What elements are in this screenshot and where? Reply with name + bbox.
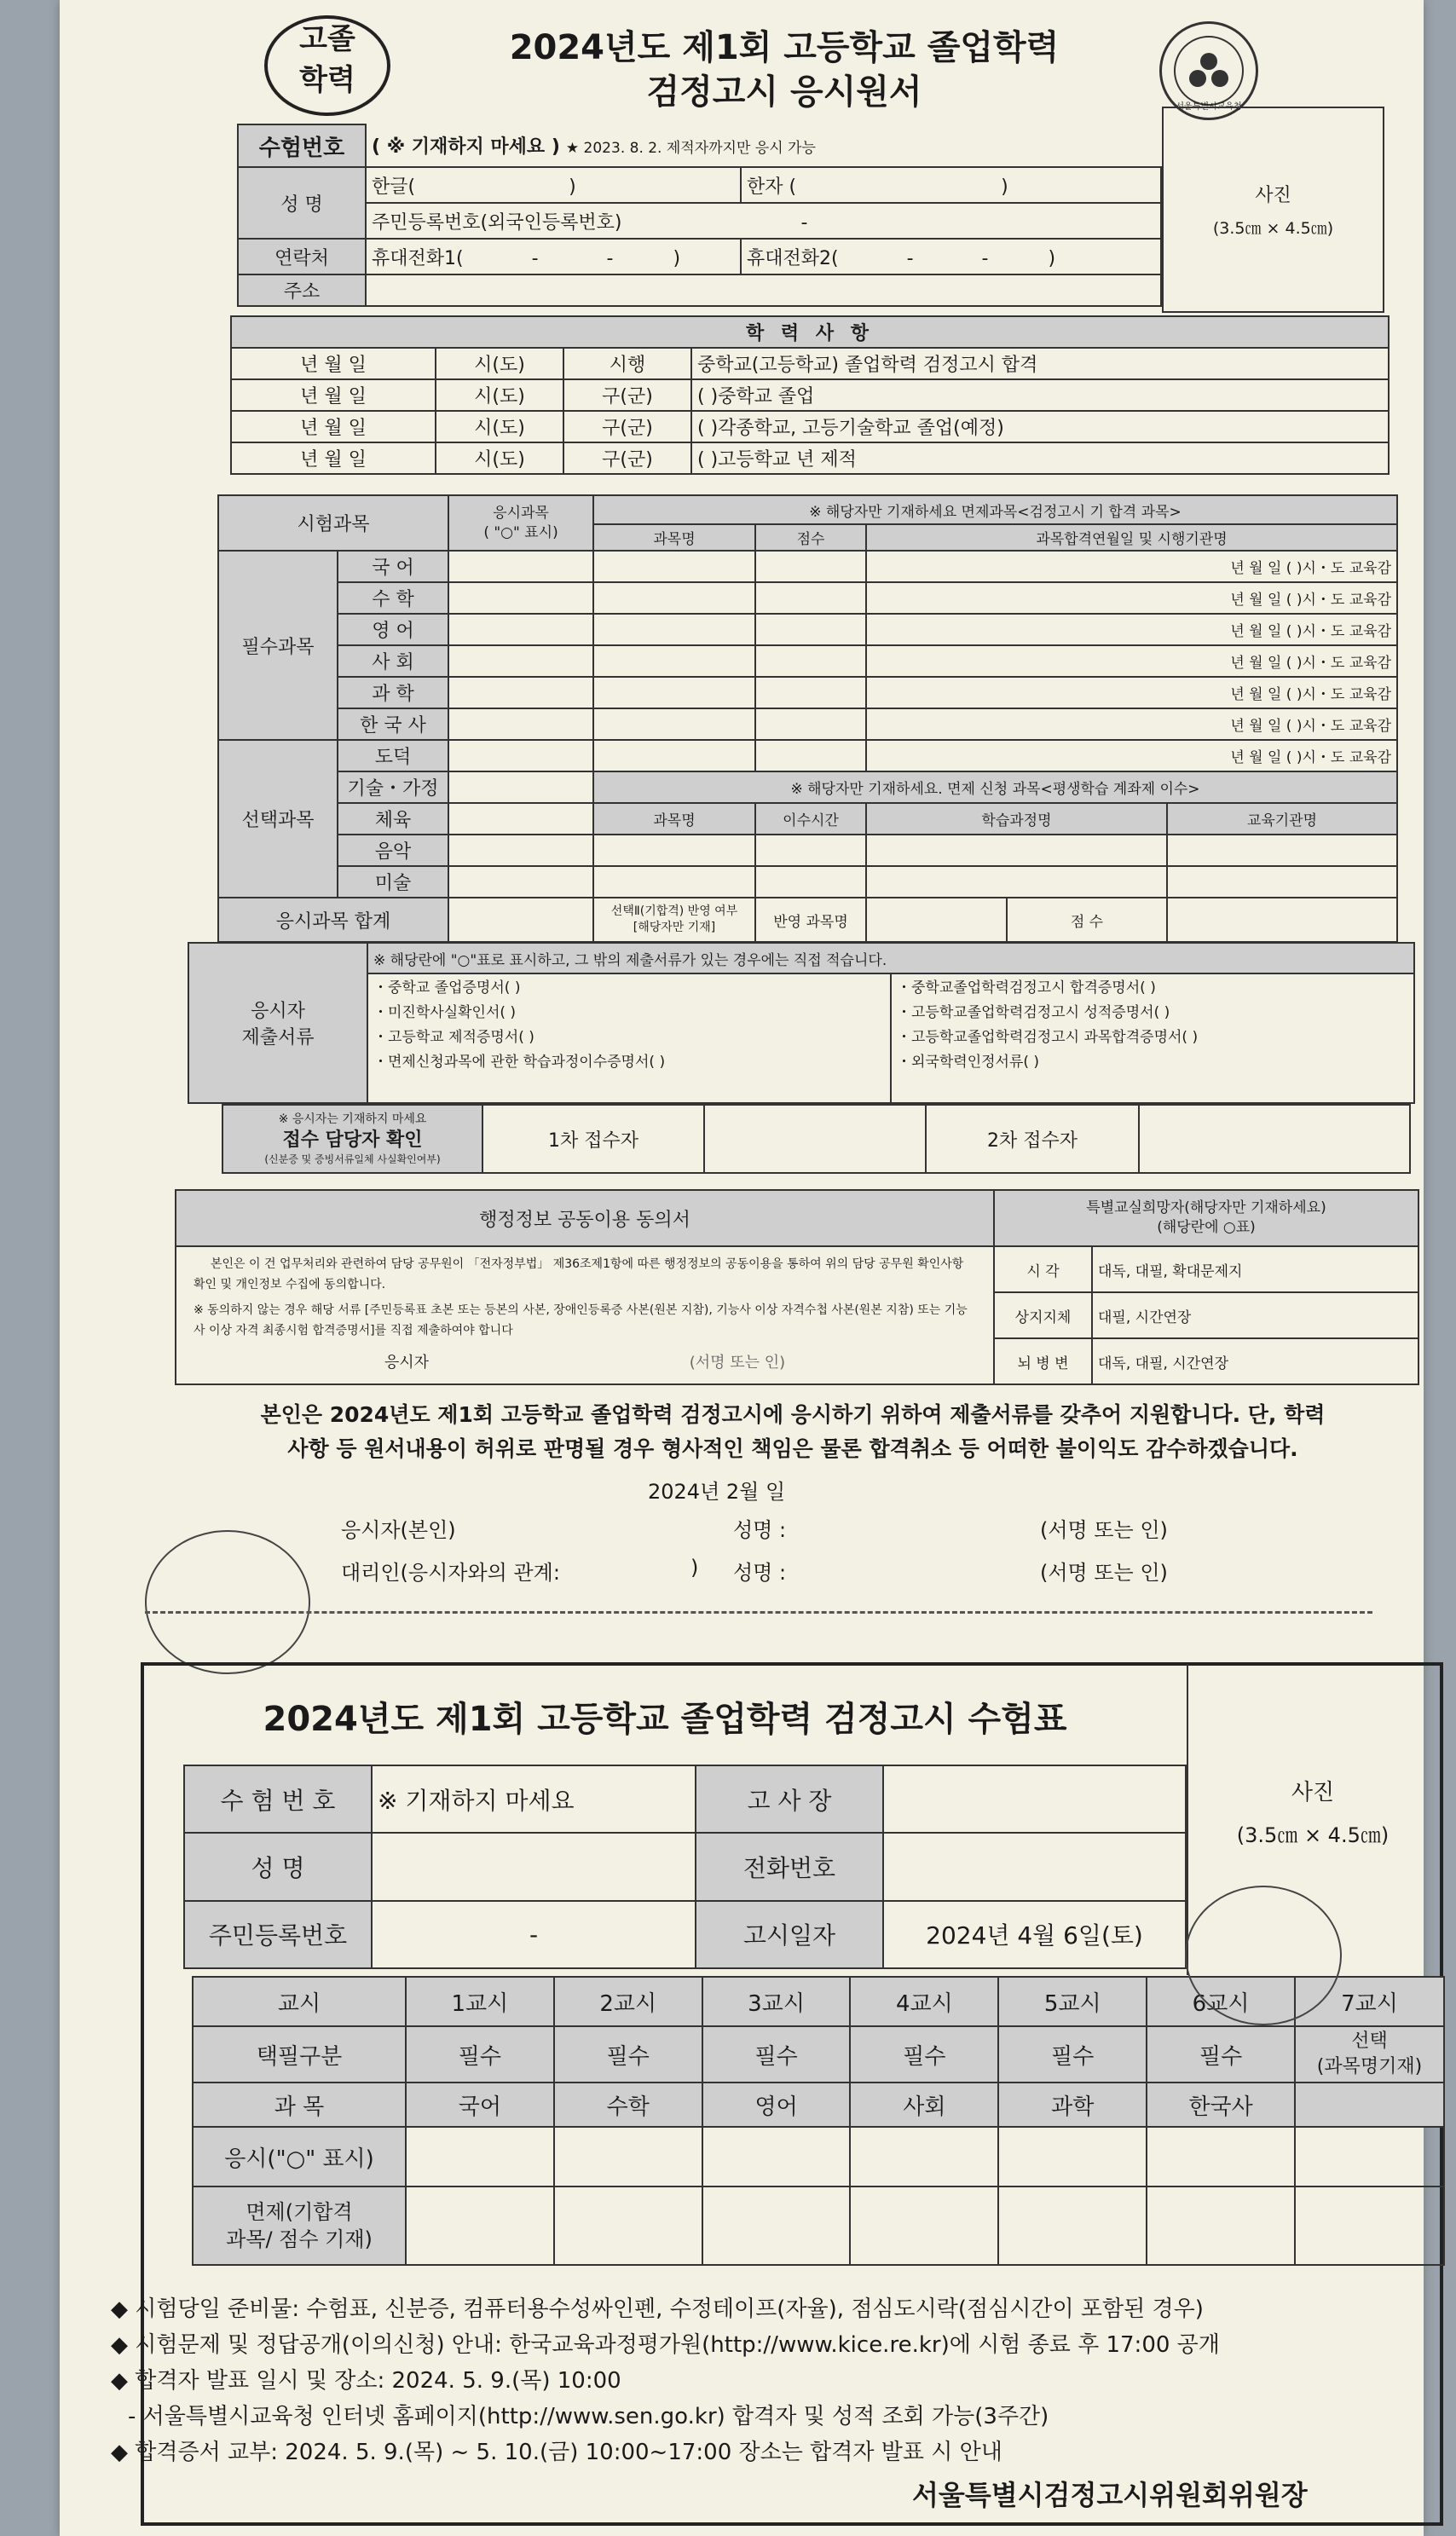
form-title: 2024년도 제1회 고등학교 졸업학력 검정고시 응시원서 xyxy=(509,28,1060,112)
address-field[interactable] xyxy=(366,274,1161,306)
ticket-exempt-cell[interactable] xyxy=(702,2187,851,2265)
exam-no-label: 수험번호 xyxy=(238,124,366,167)
photo-box: 사진 (3.5㎝ × 4.5㎝) xyxy=(1162,107,1384,313)
ticket-apply-cell[interactable] xyxy=(998,2127,1147,2187)
special-option-limb[interactable]: 대필, 시간연장 xyxy=(1092,1292,1418,1338)
consent-title: 행정정보 공동이용 동의서 xyxy=(176,1190,994,1246)
ticket-exempt-cell[interactable] xyxy=(850,2187,998,2265)
ticket-info-table: 수 험 번 호 ※ 기재하지 마세요 고 사 장 성 명 전화번호 주민등록번호 - 고시일자 2024년 4월 6일(토) xyxy=(183,1765,1187,1969)
application-sheet xyxy=(60,0,1424,2536)
apply-cell[interactable] xyxy=(448,771,593,803)
phone2-field[interactable]: 휴대전화2( - - ) xyxy=(741,239,1161,274)
education-header: 학 력 사 항 xyxy=(231,316,1389,348)
special-option-brain[interactable]: 대독, 대필, 시간연장 xyxy=(1092,1338,1418,1384)
gojol-badge: 고졸 학력 xyxy=(264,15,390,116)
ticket-date: 2024년 4월 6일(토) xyxy=(883,1901,1186,1968)
documents-header: ※ 해당란에 "○"표로 표시하고, 그 밖의 제출서류가 있는 경우에는 직접 적습니다. xyxy=(367,943,1414,973)
notice-supplies: ◆ 시험당일 준비물: 수험표, 신분증, 컴퓨터용수성싸인펜, 수정테이프(자율), 점심도시락(점심시간이 포함된 경우) xyxy=(111,2296,1204,2322)
elective-label: 선택과목 xyxy=(218,740,338,898)
ticket-site-cell[interactable] xyxy=(883,1765,1186,1833)
name-hanja-field[interactable]: 한자 ( ) xyxy=(741,167,1161,203)
issuer: 서울특별시검정고시위원회위원장 xyxy=(912,2479,1308,2511)
ticket-apply-cell[interactable] xyxy=(554,2127,702,2187)
notice-answers: ◆ 시험문제 및 정답공개(이의신청) 안내: 한국교육과정평가원(http://www.kice.re.kr)에 시험 종료 후 17:00 공개 xyxy=(111,2332,1220,2358)
elective-reflect-label: 선택Ⅱ(기합격) 반영 여부 [해당자만 기재] xyxy=(593,898,755,942)
stamp-circle xyxy=(145,1530,310,1674)
ticket-exempt-cell[interactable] xyxy=(1295,2187,1444,2265)
consent-sign[interactable]: (서명 또는 인) xyxy=(689,1354,786,1372)
education-office-seal-icon: 서울특별시교육청 xyxy=(1159,21,1258,120)
ticket-apply-cell[interactable] xyxy=(850,2127,998,2187)
ticket-apply-cell[interactable] xyxy=(1147,2127,1295,2187)
total-cell[interactable] xyxy=(448,898,593,942)
apply-cell[interactable] xyxy=(448,803,593,835)
stamp-circle-ticket xyxy=(1185,1886,1342,2025)
applicant-info-table xyxy=(237,124,1162,303)
reflect-score-cell[interactable] xyxy=(1167,898,1397,942)
subjects-table: 시험과목 응시과목 ( "○" 표시) ※ 해당자만 기재하세요 면제과목<검정고시 기 합격 과목> 과목명 점수 과목합격연월일 및 시행기관명 필수과목 국 어 년 월 일 ( )시・도 교육감 수 학 년 월 일 ( )시・도 교육감 영 어 년 월 일 ( )시・도 교육감 사 회 년 월 일 ( )시・도 교육감 과 학 년 월 일 ( )시・도 교육감 한 국 사 년 월 일 ( )시・도 교육감 선택과목 도덕 년 월 일 ( )시・도 교육감 기술・가정 ※ 해당자만 기재하세요. 면제 신청 과목<평생학습 계좌제 이수> 체육 과목명 이수시간 학습과정명 교육기관명 음악 미술 응시과목 합계 선택Ⅱ(기합격) 반영 여부 [해당자만 기재] 반영 과목명 점 수 xyxy=(217,494,1398,933)
ticket-name-cell[interactable] xyxy=(372,1833,696,1900)
ticket-schedule-table: 교시 1교시 2교시 3교시 4교시 5교시 6교시 7교시 택필구분 필수 필수 필수 필수 필수 필수 선택 (과목명기재) 과 목 국어 수학 영어 사회 과학 한국사 응시("○" 표시) 면제(기합격 과목/ 점수 기재) xyxy=(192,1976,1445,2266)
agent-sign[interactable]: (서명 또는 인) xyxy=(1040,1561,1168,1585)
ticket-apply-cell[interactable] xyxy=(406,2127,554,2187)
notice-homepage: - 서울특별시교육청 인터넷 홈페이지(http://www.sen.go.kr) 합격자 및 성적 조회 가능(3주간) xyxy=(128,2404,1049,2429)
second-receiver-cell[interactable] xyxy=(1139,1105,1410,1173)
edu-row-4[interactable]: ( )고등학교 년 제적 xyxy=(691,442,1389,474)
rrn-field[interactable]: 주민등록번호(외국인등록번호) - xyxy=(366,203,1161,239)
contact-label: 연락처 xyxy=(238,239,366,274)
reception-table: ※ 응시자는 기재하지 마세요 접수 담당자 확인 (신분증 및 증빙서류일체 사실확인여부) 1차 접수자 2차 접수자 xyxy=(222,1104,1411,1174)
first-receiver-cell[interactable] xyxy=(704,1105,926,1173)
ticket-photo-box: 사진 (3.5㎝ × 4.5㎝) xyxy=(1187,1664,1437,1975)
total-label: 응시과목 합계 xyxy=(218,898,448,942)
ticket-exam-no: ※ 기재하지 마세요 xyxy=(372,1765,696,1833)
edu-row-1[interactable]: 중학교(고등학교) 졸업학력 검정고시 합격 xyxy=(691,348,1389,379)
reflect-subject-cell[interactable] xyxy=(866,898,1007,942)
ticket-rrn-cell[interactable]: - xyxy=(372,1901,696,1968)
consent-body: 본인은 이 건 업무처리와 관련하여 담당 공무원이 「전자정부법」 제36조제1항에 따른 행정정보의 공동이용을 통하여 위의 담당 공무원 확인사항 확인 및 개인정보 수집에 동의합니다. ※ 동의하지 않는 경우 해당 서류 [주민등록표 초본 또는 등본의 사본, 장애인등록증 사본(원본 지참), 기능사 이상 자격수첩 사본(원본 지참) 또는 기능사 이상 자격 최종시험 합격증명서]를 직접 제출하여야 합니다 응시자 (서명 또는 인) xyxy=(176,1246,994,1384)
documents-label: 응시자 제출서류 xyxy=(188,943,367,1103)
ticket-exempt-cell[interactable] xyxy=(554,2187,702,2265)
lifelong-header: ※ 해당자만 기재하세요. 면제 신청 과목<평생학습 계좌제 이수> xyxy=(593,771,1397,803)
notice-announcement: ◆ 합격자 발표 일시 및 장소: 2024. 5. 9.(목) 10:00 xyxy=(111,2368,621,2394)
ticket-title: 2024년도 제1회 고등학교 졸업학력 검정고시 수험표 xyxy=(263,1700,1067,1739)
apply-cell[interactable] xyxy=(448,645,593,677)
address-label: 주소 xyxy=(238,274,366,306)
self-sign-row: 응시자(본인) 성명 : (서명 또는 인) xyxy=(341,1513,1279,1543)
apply-cell[interactable] xyxy=(448,866,593,898)
documents-table xyxy=(188,942,1415,1104)
apply-header: 응시과목 ( "○" 표시) xyxy=(448,495,593,551)
education-table: 학 력 사 항 년 월 일 시(도) 시행 중학교(고등학교) 졸업학력 검정고시 합격 년 월 일 시(도) 구(군) ( )중학교 졸업 년 월 일 시(도) 구(군) ( )각종학교, 고등기술학교 졸업(예정) 년 월 일 시(도) 구(군) ( )고등학교 년 제적 xyxy=(230,315,1390,462)
ticket-exempt-cell[interactable] xyxy=(998,2187,1147,2265)
reception-label: ※ 응시자는 기재하지 마세요 접수 담당자 확인 (신분증 및 증빙서류일체 사실확인여부) xyxy=(222,1105,482,1173)
special-title: 특별교실희망자(해당자만 기재하세요) (해당란에 ○표) xyxy=(994,1190,1418,1246)
ticket-exempt-cell[interactable] xyxy=(1147,2187,1295,2265)
apply-cell[interactable] xyxy=(448,708,593,740)
apply-cell[interactable] xyxy=(448,582,593,614)
name-label: 성 명 xyxy=(238,167,366,239)
cut-line xyxy=(145,1611,1372,1614)
agent-sign-row: 대리인(응시자와의 관계: ) 성명 : (서명 또는 인) xyxy=(341,1556,1168,1585)
apply-cell[interactable] xyxy=(448,740,593,771)
documents-right[interactable]: ・중학교졸업학력검정고시 합격증명서( ) ・고등학교졸업학력검정고시 성적증명서( ) ・고등학교졸업학력검정고시 과목합격증명서( ) ・외국학력인정서류( ) xyxy=(891,973,1414,1103)
notice-certificate: ◆ 합격증서 교부: 2024. 5. 9.(목) ~ 5. 10.(금) 10:00~17:00 장소는 합격자 발표 시 안내 xyxy=(111,2440,1002,2465)
pledge-text: 본인은 2024년도 제1회 고등학교 졸업학력 검정고시에 응시하기 위하여 제출서류를 갖추어 지원합니다. 단, 학력 사항 등 원서내용이 허위로 판명될 경우 형사적인 책임은 물론 합격취소 등 어떠한 불이익도 감수하겠습니다. xyxy=(260,1402,1326,1461)
consent-table: 행정정보 공동이용 동의서 특별교실희망자(해당자만 기재하세요) (해당란에 ○표) 본인은 이 건 업무처리와 관련하여 담당 공무원이 「전자정부법」 제36조제1항에 따른 행정정보의 공동이용을 통하여 위의 담당 공무원 확인사항 확인 및 개인정보 수집에 동의합니다. ※ 동의하지 않는 경우 해당 서류 [주민등록표 초본 또는 등본의 사본, 장애인등록증 사본(원본 지참), 기능사 이상 자격수첩 사본(원본 지참) 또는 기능사 이상 자격 최종시험 합격증명서]를 직접 제출하여야 합니다 응시자 (서명 또는 인) 시 각 대독, 대필, 확대문제지 상지지체 대필, 시간연장 뇌 병 변 대독, 대필, 시간연장 xyxy=(175,1189,1419,1385)
exempt-header: ※ 해당자만 기재하세요 면제과목<검정고시 기 합격 과목> xyxy=(593,495,1397,524)
apply-cell[interactable] xyxy=(448,551,593,582)
pledge-date[interactable]: 2024년 2월 일 xyxy=(648,1480,786,1504)
ticket-apply-cell[interactable] xyxy=(1295,2127,1444,2187)
apply-cell[interactable] xyxy=(448,835,593,866)
edu-row-3[interactable]: ( )각종학교, 고등기술학교 졸업(예정) xyxy=(691,411,1389,442)
exam-no-note-cell: ( ※ 기재하지 마세요 ) ★ 2023. 8. 2. 제적자까지만 응시 가능 xyxy=(366,124,1161,167)
edu-row-2[interactable]: ( )중학교 졸업 xyxy=(691,379,1389,411)
ticket-phone-cell[interactable] xyxy=(883,1833,1186,1900)
elective-subject-cell[interactable] xyxy=(1295,2083,1444,2127)
documents-left[interactable]: ・중학교 졸업증명서( ) ・미진학사실확인서( ) ・고등학교 제적증명서( ) ・면제신청과목에 관한 학습과정이수증명서( ) xyxy=(367,973,891,1103)
name-hangul-field[interactable]: 한글( ) xyxy=(366,167,741,203)
phone1-field[interactable]: 휴대전화1( - - ) xyxy=(366,239,741,274)
apply-cell[interactable] xyxy=(448,614,593,645)
self-sign[interactable]: (서명 또는 인) xyxy=(1040,1518,1168,1542)
special-option-visual[interactable]: 대독, 대필, 확대문제지 xyxy=(1092,1246,1418,1292)
required-label: 필수과목 xyxy=(218,551,338,740)
ticket-exempt-cell[interactable] xyxy=(406,2187,554,2265)
exam-subject-header: 시험과목 xyxy=(218,495,448,551)
apply-cell[interactable] xyxy=(448,677,593,708)
ticket-apply-cell[interactable] xyxy=(702,2127,851,2187)
